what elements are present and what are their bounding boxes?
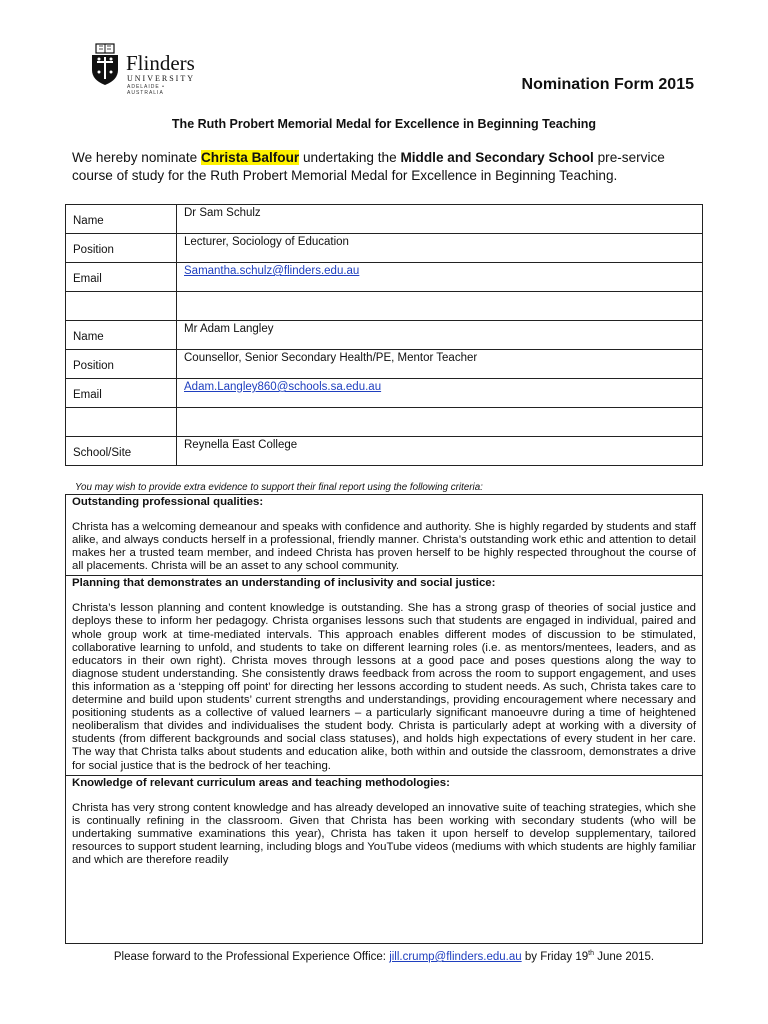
criterion-heading: Knowledge of relevant curriculum areas and teaching methodologies:: [72, 776, 450, 789]
field-value: [177, 263, 703, 292]
field-label: Position: [66, 234, 177, 263]
footer-ordinal: th: [588, 950, 594, 957]
medal-title: The Ruth Probert Memorial Medal for Excellence in Beginning Teaching: [171, 117, 597, 131]
table-row: [66, 234, 703, 263]
table-row: [66, 205, 703, 234]
footer-text: by Friday 19: [521, 950, 589, 963]
footer-text: June 2015.: [594, 950, 655, 963]
field-value: Dr Sam Schulz: [177, 205, 703, 234]
university-crest-icon: [90, 42, 120, 86]
logo-wordmark: Flinders: [126, 51, 195, 75]
criterion-text: Christa’s lesson planning and content knowledge is outstanding. She has a strong grasp of theories of social justice and deploys these to inform her pedagogy. Christa organises lessons such that students are engaged in individual, paired and whole group work at time-mediated intervals. This approach enables different modes of discussion to be stimulated, collaborative learning to unfold, and students to take on different learning roles (i.e. as mentors/mentees, leaders, and as educators in their own right). Christa moves through lessons at a good pace and poses questions along the way to diagnose student understanding. She consistently draws feedback from across the room to support engagement, and uses this information as a ‘stepping off point’ for directing her lessons according to student needs. As such, Christa takes care to determine and build upon students’ current strengths and understandings, providing encouragement where necessary and positioning students as a collective of valued learners – a particularly significant manoeuvre during a time of heightened neoliberalism that divides and individualises the student body. Christa is particularly adept at working with a diversity of students (from different backgrounds and social class statuses), and holds high expectations of every student in her care. The way that Christa talks about students and education alike, both within and outside the classroom, demonstrates a drive for social justice that is the bedrock of her teaching.: [72, 602, 696, 772]
table-row: [66, 379, 703, 408]
email-link[interactable]: Adam.Langley860@schools.sa.edu.au: [184, 381, 382, 393]
criteria-hint: You may wish to provide extra evidence to support their final report using the following criteria:: [75, 482, 483, 493]
criterion-section: [66, 776, 702, 869]
criterion-heading: Outstanding professional qualities:: [72, 496, 264, 508]
intro-text: pre-service course of study for the Ruth Probert Memorial Medal for Excellence in Beginning Teaching.: [72, 150, 665, 183]
field-value: [177, 408, 703, 437]
table-row: [66, 292, 703, 321]
field-label: School/Site: [66, 437, 177, 466]
field-label: [66, 292, 177, 321]
field-value: [177, 379, 703, 408]
nomination-statement: [72, 149, 702, 185]
nominee-name: Christa Balfour: [200, 150, 300, 165]
footer-instruction: [0, 950, 768, 963]
criteria-box: [65, 494, 703, 944]
field-value: Reynella East College: [177, 437, 703, 466]
table-row: [66, 263, 703, 292]
field-label: Name: [66, 321, 177, 350]
criterion-text: Christa has a welcoming demeanour and speaks with confidence and authority. She is highly regarded by students and staff alike, and always conducts herself in a professional, friendly manner. Christa’s outstanding work ethic and attention to detail makes her a trusted team member, and indeed Christa has proven herself to be highly respected throughout the course of all placements. Christa will be an asset to any school community.: [72, 521, 696, 573]
criterion-section: [66, 495, 702, 576]
flinders-logo: [90, 40, 200, 96]
criterion-text: Christa has very strong content knowledge and has already developed an innovative suite of teaching strategies, which she is continually refining in the classroom. Given that Christa has been working with secondary students (who will be undertaking summative examinations this year), Christa has taken it upon herself to develop supplementary, tailored resources to support student learning, including blogs and YouTube videos (mediums with which students are highly familiar and which are therefore readily: [72, 801, 696, 866]
intro-text: We hereby nominate: [72, 150, 201, 165]
field-label: [66, 408, 177, 437]
table-row: [66, 408, 703, 437]
course-name: Middle and Secondary School: [400, 150, 594, 165]
field-label: Email: [66, 379, 177, 408]
footer-text: Please forward to the Professional Experience Office:: [113, 950, 390, 963]
field-value: [177, 292, 703, 321]
table-row: [66, 437, 703, 466]
criterion-heading: Planning that demonstrates an understanding of inclusivity and social justice:: [72, 577, 496, 590]
table-row: [66, 321, 703, 350]
criterion-section: [66, 576, 702, 775]
email-link[interactable]: Samantha.schulz@flinders.edu.au: [184, 265, 360, 277]
table-row: [66, 350, 703, 379]
office-email-link[interactable]: jill.crump@flinders.edu.au: [389, 950, 522, 963]
field-value: Counsellor, Senior Secondary Health/PE, Mentor Teacher: [177, 350, 703, 379]
form-title: Nomination Form 2015: [521, 76, 694, 93]
field-value: Mr Adam Langley: [177, 321, 703, 350]
field-label: Position: [66, 350, 177, 379]
field-label: Name: [66, 205, 177, 234]
field-label: Email: [66, 263, 177, 292]
intro-text: undertaking the: [299, 150, 401, 165]
logo-location: ADELAIDE • AUSTRALIA: [127, 84, 165, 96]
nominator-table: [65, 204, 703, 466]
field-value: Lecturer, Sociology of Education: [177, 234, 703, 263]
logo-university: UNIVERSITY: [127, 74, 195, 83]
